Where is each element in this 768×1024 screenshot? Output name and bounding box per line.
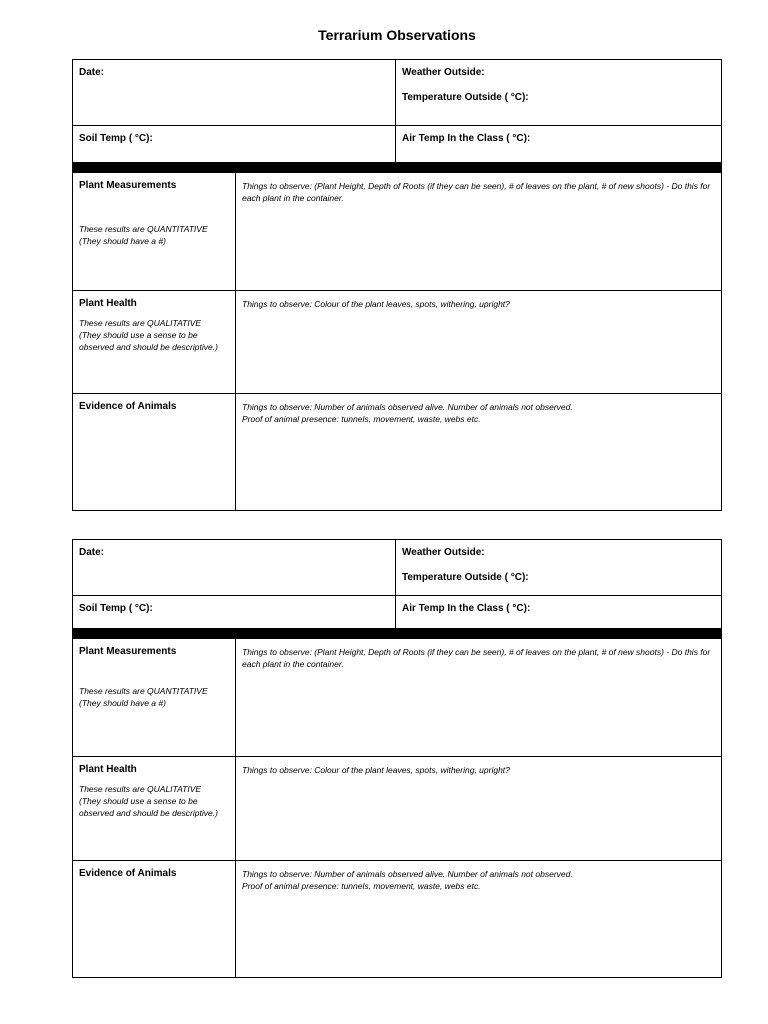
note-line: These results are QUANTITATIVE bbox=[79, 686, 208, 696]
divider-bar bbox=[73, 163, 721, 173]
quantitative-note bbox=[79, 685, 229, 709]
prompt-line: Things to observe: Number of animals observed alive. Number of animals not observed. bbox=[242, 402, 573, 412]
temperature-outside-field[interactable]: Temperature Outside ( °C): bbox=[402, 572, 529, 583]
animals-entry[interactable] bbox=[236, 861, 721, 977]
note-line: (They should have a #) bbox=[79, 236, 166, 246]
air-temp-field[interactable]: Air Temp In the Class ( °C): bbox=[402, 133, 531, 144]
soil-temp-field[interactable]: Soil Temp ( °C): bbox=[73, 596, 396, 628]
plant-health-label: Plant Health bbox=[79, 298, 137, 309]
note-line: (They should use a sense to be bbox=[79, 330, 198, 340]
temp-row bbox=[73, 596, 721, 629]
plant-measurements-label: Plant Measurements bbox=[79, 646, 177, 657]
soil-temp-field[interactable]: Soil Temp ( °C): bbox=[73, 126, 396, 162]
date-field[interactable]: Date: bbox=[73, 60, 396, 125]
note-line: These results are QUALITATIVE bbox=[79, 318, 202, 328]
evidence-of-animals-label: Evidence of Animals bbox=[79, 868, 177, 879]
temp-row bbox=[73, 126, 721, 163]
qualitative-note bbox=[79, 783, 229, 819]
date-field[interactable]: Date: bbox=[73, 540, 396, 595]
qualitative-note bbox=[79, 317, 229, 353]
plant-health-label: Plant Health bbox=[79, 764, 137, 775]
plant-health-row bbox=[73, 291, 721, 394]
animals-row bbox=[73, 861, 721, 977]
note-line: observed and should be descriptive.) bbox=[79, 808, 218, 818]
note-line: (They should have a #) bbox=[79, 698, 166, 708]
note-line: observed and should be descriptive.) bbox=[79, 342, 218, 352]
prompt-line: Proof of animal presence: tunnels, movement, waste, webs etc. bbox=[242, 881, 481, 891]
weather-temp-cell bbox=[396, 540, 721, 595]
note-line: (They should use a sense to be bbox=[79, 796, 198, 806]
prompt-line: Things to observe: Number of animals observed alive. Number of animals not observed. bbox=[242, 869, 573, 879]
plant-measurements-entry[interactable]: Things to observe: (Plant Height, Depth of Roots (if they can be seen), # of leaves on the plant, # of new shoots) - Do this for each plant in the container. bbox=[242, 181, 711, 203]
weather-outside-field[interactable]: Weather Outside: bbox=[402, 547, 485, 558]
header-row bbox=[73, 540, 721, 596]
weather-temp-cell bbox=[396, 60, 721, 125]
plant-health-entry[interactable]: Things to observe: Colour of the plant leaves, spots, withering, upright? bbox=[242, 765, 510, 775]
animals-entry[interactable] bbox=[236, 394, 721, 510]
observation-form-1 bbox=[72, 59, 722, 511]
plant-health-row bbox=[73, 757, 721, 861]
header-row bbox=[73, 60, 721, 126]
divider-bar bbox=[73, 629, 721, 639]
temperature-outside-field[interactable]: Temperature Outside ( °C): bbox=[402, 92, 529, 103]
note-line: These results are QUALITATIVE bbox=[79, 784, 202, 794]
quantitative-note bbox=[79, 223, 229, 247]
plant-measurements-entry[interactable]: Things to observe: (Plant Height, Depth of Roots (if they can be seen), # of leaves on the plant, # of new shoots) - Do this for each plant in the container. bbox=[242, 647, 711, 669]
plant-measurements-row bbox=[73, 639, 721, 757]
evidence-of-animals-label: Evidence of Animals bbox=[79, 401, 177, 412]
plant-measurements-row bbox=[73, 173, 721, 291]
prompt-line: Proof of animal presence: tunnels, movement, waste, webs etc. bbox=[242, 414, 481, 424]
animals-row bbox=[73, 394, 721, 510]
weather-outside-field[interactable]: Weather Outside: bbox=[402, 67, 485, 78]
observation-form-2 bbox=[72, 539, 722, 978]
page-title: Terrarium Observations bbox=[318, 27, 476, 43]
note-line: These results are QUANTITATIVE bbox=[79, 224, 208, 234]
plant-measurements-label: Plant Measurements bbox=[79, 180, 177, 191]
air-temp-field[interactable]: Air Temp In the Class ( °C): bbox=[402, 603, 531, 614]
plant-health-entry[interactable]: Things to observe: Colour of the plant leaves, spots, withering, upright? bbox=[242, 299, 510, 309]
